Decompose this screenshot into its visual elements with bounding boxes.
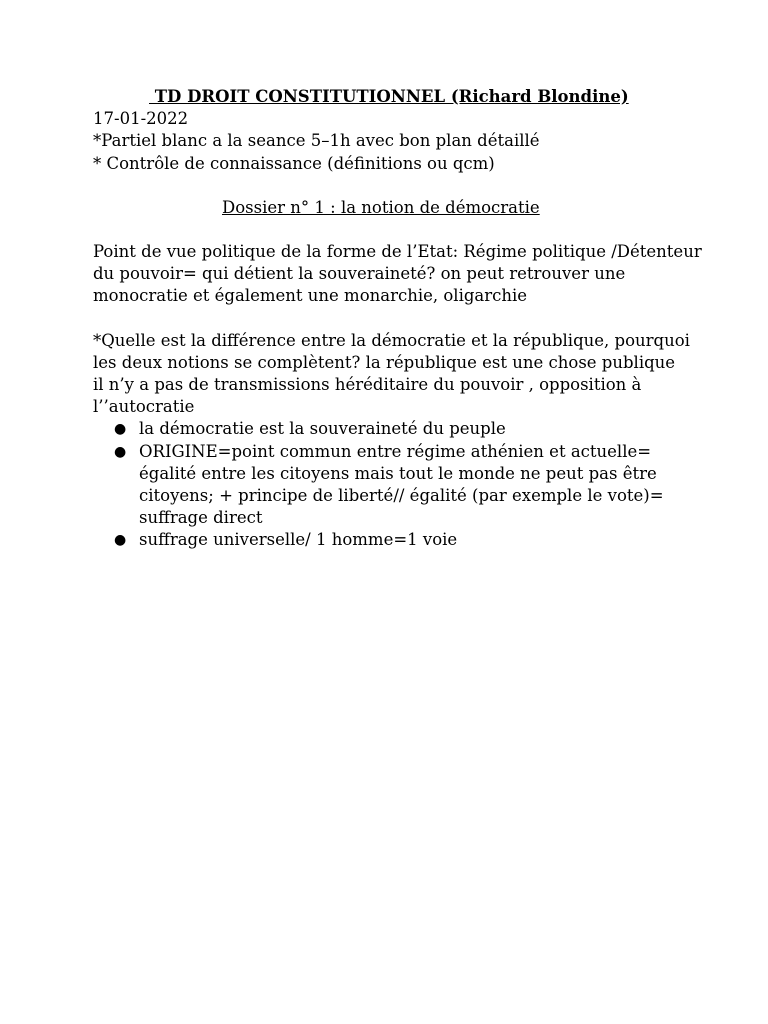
paragraph-line: du pouvoir= qui détient la souveraineté? on peut retrouver une (93, 264, 626, 284)
list-item-line: ORIGINE=point commun entre régime athénien et actuelle= (139, 441, 652, 461)
list-item (93, 441, 693, 530)
list-item-line: citoyens; + principe de liberté// égalité (par exemple le vote)= (139, 486, 664, 506)
bullet-dot-icon: ● (114, 532, 127, 549)
note-line: * Contrôle de connaissance (définitions ou qcm) (93, 153, 495, 173)
paragraph-line: monocratie et également une monarchie, oligarchie (93, 286, 528, 306)
dossier-heading: Dossier n° 1 : la notion de démocratie (222, 197, 540, 217)
list-item (93, 529, 693, 551)
paragraph-line: *Quelle est la différence entre la démocratie et la république, pourquoi (93, 330, 690, 350)
bullet-list (93, 418, 693, 551)
paragraph-line: les deux notions se complètent? la république est une chose publique (93, 352, 676, 372)
bullet-dot-icon: ● (114, 443, 127, 460)
document-title: TD DROIT CONSTITUTIONNEL (Richard Blondine) (149, 87, 629, 106)
paragraph-line: Point de vue politique de la forme de l’Etat: Régime politique /Détenteur (93, 242, 702, 262)
list-item (93, 418, 693, 440)
document-date: 17-01-2022 (93, 109, 189, 129)
paragraph-line: l’’autocratie (93, 397, 195, 417)
paragraph-democratie-republique (93, 330, 693, 419)
list-item-line: suffrage universelle/ 1 homme=1 voie (139, 530, 458, 550)
list-item-line: égalité entre les citoyens mais tout le monde ne peut pas être (139, 463, 657, 483)
list-item-line: suffrage direct (139, 508, 263, 528)
document-page (93, 86, 702, 552)
paragraph-line: il n’y a pas de transmissions héréditaire du pouvoir , opposition à (93, 375, 642, 395)
bullet-dot-icon: ● (114, 421, 127, 438)
paragraph-forme-etat (93, 241, 702, 308)
list-item-line: la démocratie est la souveraineté du peuple (139, 419, 506, 439)
note-line: *Partiel blanc a la seance 5–1h avec bon plan détaillé (93, 131, 540, 151)
